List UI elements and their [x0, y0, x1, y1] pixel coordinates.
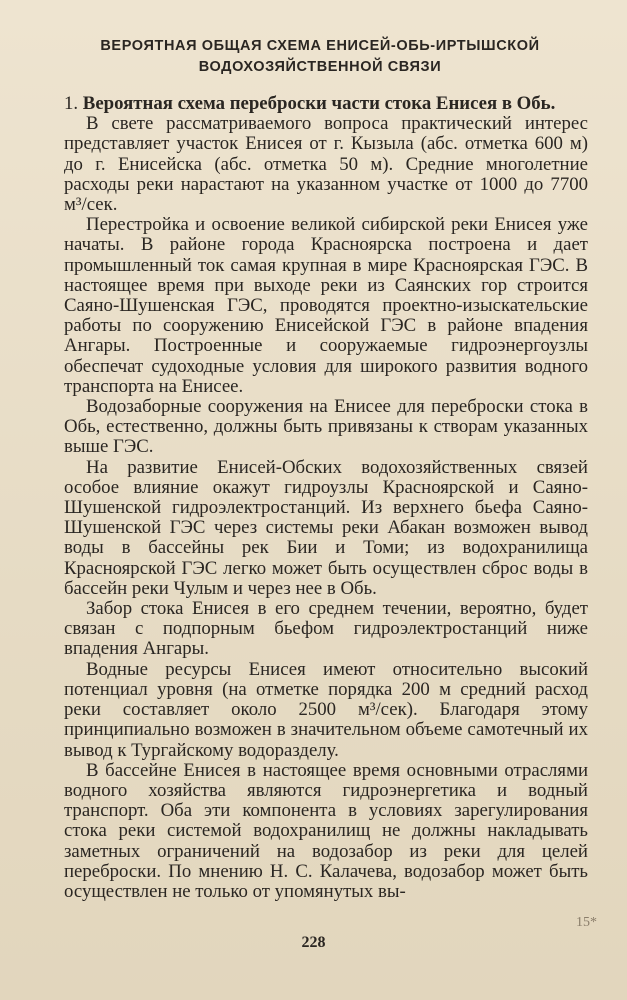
- chapter-title-line-1: ВЕРОЯТНАЯ ОБЩАЯ СХЕМА ЕНИСЕЙ-ОБЬ-ИРТЫШСКОЙ: [100, 38, 540, 54]
- page-number: 228: [301, 934, 326, 951]
- section-heading: [64, 94, 588, 114]
- section-number: 1.: [64, 93, 79, 114]
- paragraph-1: В свете рассматриваемого вопроса практический интерес представляет участок Енисея от г. Кызыла (абс. отметка 600 м) до г. Енисейска (абс. отметка 50 м). Средние многолетние расходы реки нарастают на указанном участке от 1000 до 7700 м³/сек.: [64, 113, 588, 216]
- chapter-title-line-2: ВОДОХОЗЯЙСТВЕННОЙ СВЯЗИ: [198, 59, 442, 75]
- body-text: [64, 94, 588, 902]
- printer-signature-mark: 15*: [576, 915, 597, 930]
- section-heading-text: Вероятная схема переброски части стока Енисея в Обь.: [82, 93, 556, 114]
- paragraph-6: Водные ресурсы Енисея имеют относительно высокий потенциал уровня (на отметке порядка 200 м средний расход реки составляет около 2500 м³/сек). Благодаря этому принципиально возможен в значительном объеме самотечный их вывод к Тургайскому водоразделу.: [64, 658, 588, 761]
- paragraph-2: Перестройка и освоение великой сибирской реки Енисея уже начаты. В районе города Красноярска построена и дает промышленный ток самая крупная в мире Красноярская ГЭС. В настоящее время при выходе реки из Саянских гор строится Саяно-Шушенская ГЭС, проводятся проектно-изыскательские работы по сооружению Енисейской ГЭС в районе впадения Ангары. Построенные и сооружаемые гидроэнергоузлы обеспечат судоходные условия для широкого развития водного транспорта на Енисее.: [64, 214, 588, 397]
- paragraph-7: В бассейне Енисея в настоящее время основными отраслями водного хозяйства являются гидроэнергетика и водный транспорт. Оба эти компонента в условиях зарегулирования стока реки системой водохранилищ не должны накладывать заметных ограничений на водозабор из реки для целей переброски. По мнению Н. С. Калачева, водозабор может быть осуществлен не только от упомянутых вы-: [64, 759, 588, 902]
- paragraph-5: Забор стока Енисея в его среднем течении, вероятно, будет связан с подпорным бьефом гидроэлектростанций ниже впадения Ангары.: [64, 598, 588, 660]
- paragraph-3: Водозаборные сооружения на Енисее для переброски стока в Обь, естественно, должны быть привязаны к створам указанных выше ГЭС.: [64, 396, 588, 458]
- paragraph-4: На развитие Енисей-Обских водохозяйственных связей особое влияние окажут гидроузлы Красноярской и Саяно-Шушенской гидроэлектростанций. Из верхнего бьефа Саяно-Шушенской ГЭС через системы реки Абакан возможен вывод воды в бассейны рек Бии и Томи; из водохранилища Красноярской ГЭС легко может быть осуществлен сброс воды в бассейн реки Чулым и через нее в Обь.: [64, 456, 588, 599]
- chapter-title: [40, 36, 600, 78]
